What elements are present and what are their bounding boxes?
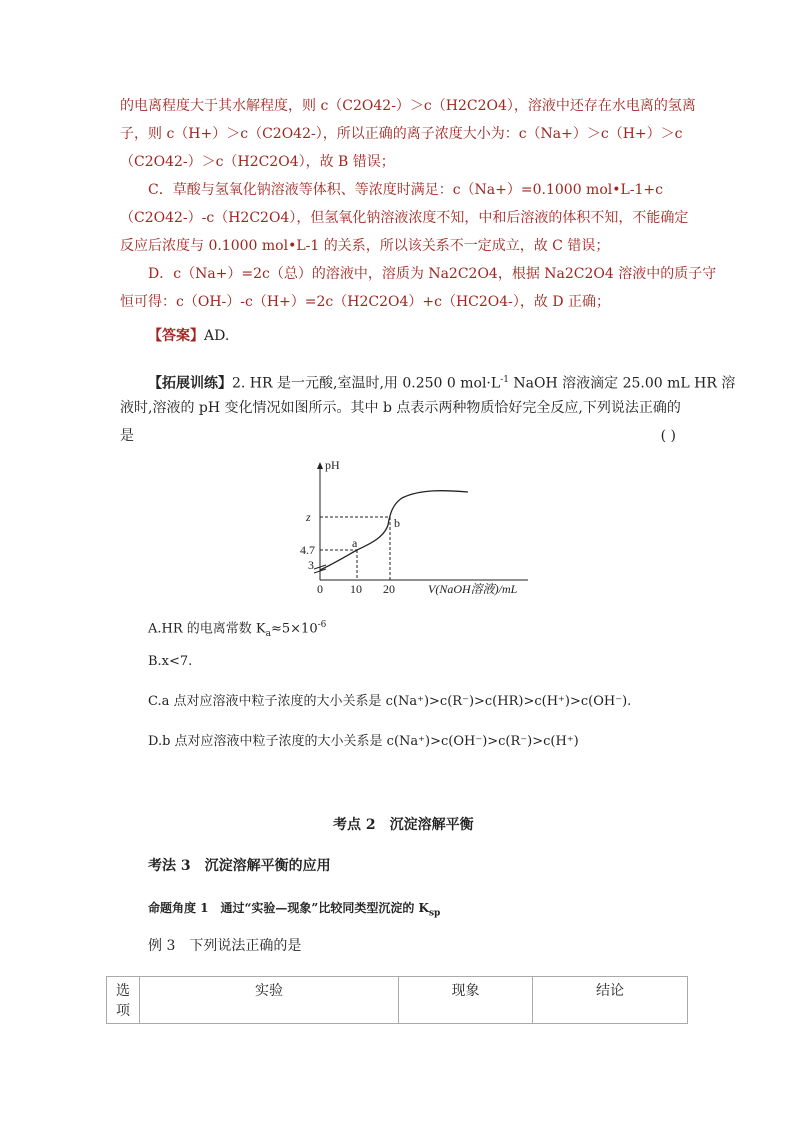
option-d: D.b 点对应溶液中粒子浓度的大小关系是 c(Na⁺)>c(OH⁻)>c(R⁻)>c(H⁺) <box>148 734 579 749</box>
y-tick-z: z <box>306 510 311 524</box>
option-a-sup: -6 <box>317 620 327 630</box>
practice-text-b: NaOH 溶液滴定 25.00 mL HR 溶 <box>508 375 736 392</box>
x-axis-label: V(NaOH溶液)/mL <box>428 582 518 596</box>
titration-curve <box>320 491 468 570</box>
option-a <box>148 611 708 648</box>
y-axis-arrow <box>317 462 323 469</box>
option-b: B.x<7. <box>148 654 193 669</box>
y-tick-3: 3 <box>308 558 314 572</box>
experiment-table <box>106 976 688 1024</box>
x-tick-0: 0 <box>317 582 323 596</box>
table-header: 实验 <box>140 977 399 1024</box>
practice-label: 【拓展训练】 <box>148 375 232 392</box>
method-heading: 考法 3 沉淀溶解平衡的应用 <box>148 858 331 874</box>
solution-line: 恒可得：c（OH-）-c（H+）=2c（H2C2O4）+c（HC2O4-），故 D 正确； <box>120 294 611 310</box>
unit-superscript: -1 <box>500 375 509 385</box>
x-tick-20: 20 <box>383 582 395 596</box>
answer-value: AD. <box>204 328 230 344</box>
option-a-text2: ≈5×10 <box>271 621 318 637</box>
answer-bracket: ( ) <box>660 428 676 444</box>
option-a-text: A.HR 的电离常数 K <box>148 621 266 637</box>
table-header: 现象 <box>399 977 533 1024</box>
solution-line: C．草酸与氢氧化钠溶液等体积、等浓度时满足：c（Na+）=0.1000 mol•L-1+c <box>148 182 663 198</box>
titration-chart <box>300 455 540 600</box>
solution-line: D．c（Na+）=2c（总）的溶液中，溶质为 Na2C2O4，根据 Na2C2O4 溶液中的质子守 <box>148 266 717 282</box>
table-header: 结论 <box>533 977 688 1024</box>
solution-line: （C2O42-）-c（H2C2O4），但氢氧化钠溶液浓度不知，中和后溶液的体积不知，不能确定 <box>120 210 689 226</box>
answer-label: 【答案】 <box>148 328 204 344</box>
table-header: 选项 <box>107 977 140 1024</box>
angle-heading <box>148 899 440 918</box>
solution-line: （C2O42-）＞c（H2C2O4），故 B 错误； <box>120 154 395 170</box>
answer-line <box>148 322 708 350</box>
practice-text: 2. HR 是一元酸,室温时,用 0.250 0 mol·L <box>232 375 501 392</box>
practice-line: 液时,溶液的 pH 变化情况如图所示。其中 b 点表示两种物质恰好完全反应,下列说法正确的 <box>120 400 681 416</box>
solution-line: 子，则 c（H+）＞c（C2O42-），所以正确的离子浓度大小为：c（Na+）＞c（H+）＞c <box>120 126 683 142</box>
point-b-label: b <box>394 516 400 530</box>
practice-line <box>148 366 736 398</box>
angle-text: 命题角度 1 通过“实验—现象”比较同类型沉淀的 K <box>148 901 429 915</box>
angle-sub: sp <box>428 908 441 919</box>
option-c: C.a 点对应溶液中粒子浓度的大小关系是 c(Na⁺)>c(R⁻)>c(HR)>c(H⁺)>c(OH⁻). <box>148 694 632 709</box>
y-axis-label: pH <box>325 458 340 472</box>
solution-line: 的电离程度大于其水解程度，则 c（C2O42-）＞c（H2C2O4），溶液中还存在水电离的氢离 <box>120 98 696 114</box>
section-title: 考点 2 沉淀溶解平衡 <box>333 817 474 833</box>
y-tick-4.7: 4.7 <box>300 543 315 557</box>
table-header-row <box>107 977 688 1024</box>
point-a-label: a <box>352 536 358 550</box>
practice-line <box>120 422 676 450</box>
practice-text-c: 是 <box>120 428 134 444</box>
option-a-sub: a <box>265 628 271 639</box>
example-line: 例 3 下列说法正确的是 <box>148 938 302 954</box>
solution-line: 反应后浓度与 0.1000 mol•L-1 的关系，所以该关系不一定成立，故 C 错误； <box>120 238 610 254</box>
x-tick-10: 10 <box>350 582 362 596</box>
